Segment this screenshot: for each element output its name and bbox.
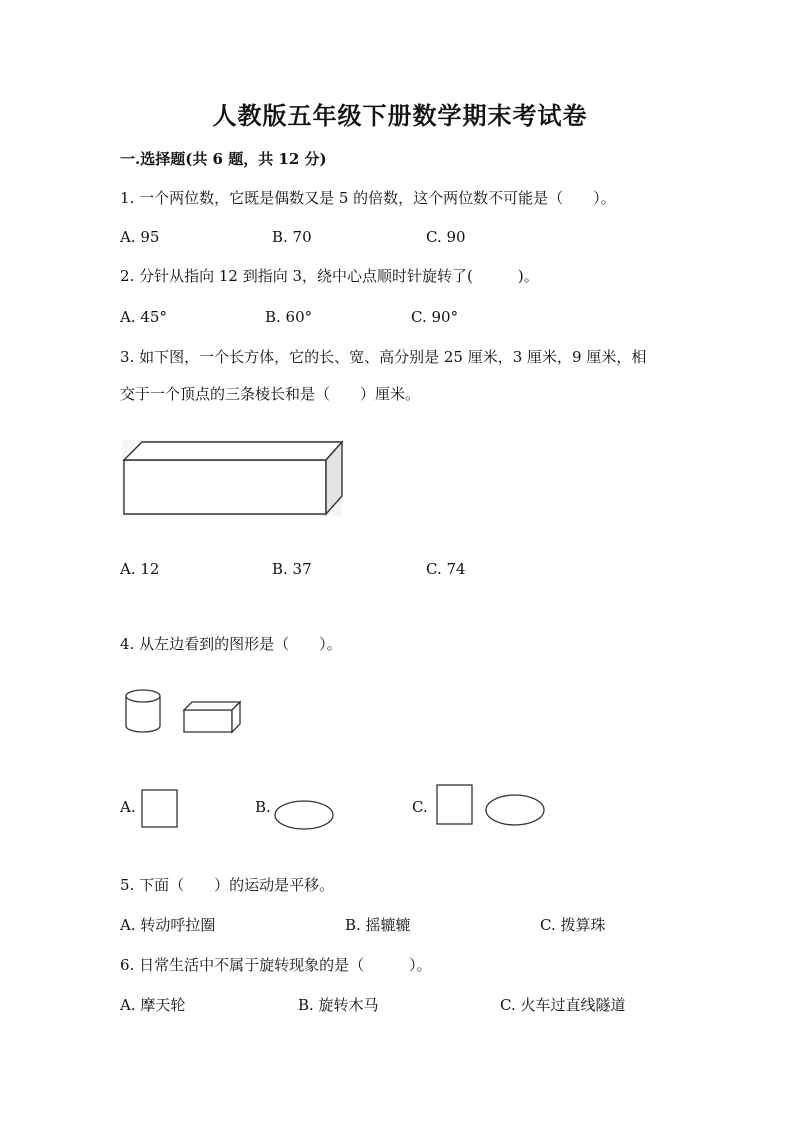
question-5-option-b: B. 摇辘辘 bbox=[345, 916, 411, 934]
question-6-option-c: C. 火车过直线隧道 bbox=[500, 996, 626, 1014]
question-3-option-a: A. 12 bbox=[120, 560, 160, 578]
question-4-option-a: A. bbox=[120, 798, 136, 816]
question-1-stem: 1. 一个两位数，它既是偶数又是 5 的倍数，这个两位数不可能是（ ）。 bbox=[120, 189, 616, 207]
question-2-option-a: A. 45° bbox=[120, 308, 167, 326]
question-6-stem: 6. 日常生活中不属于旋转现象的是（ ）。 bbox=[120, 956, 432, 974]
question-2-stem: 2. 分针从指向 12 到指向 3，绕中心点顺时针旋转了( )。 bbox=[120, 267, 539, 285]
cuboid-figure bbox=[120, 438, 346, 518]
question-5-option-c: C. 拨算珠 bbox=[540, 916, 606, 934]
question-4-option-b: B. bbox=[255, 798, 271, 816]
question-5-stem: 5. 下面（ ）的运动是平移。 bbox=[120, 876, 335, 894]
question-6-option-b: B. 旋转木马 bbox=[298, 996, 379, 1014]
question-5-option-a: A. 转动呼拉圈 bbox=[120, 916, 216, 934]
question-4-stem: 4. 从左边看到的图形是（ ）。 bbox=[120, 635, 342, 653]
page-title: 人教版五年级下册数学期末考试卷 bbox=[212, 101, 588, 130]
question-3-stem-line-1: 3. 如下图，一个长方体，它的长、宽、高分别是 25 厘米，3 厘米，9 厘米，相 bbox=[120, 348, 647, 366]
ellipse-icon bbox=[273, 798, 335, 832]
question-4-option-c: C. bbox=[412, 798, 428, 816]
question-3-option-b: B. 37 bbox=[272, 560, 312, 578]
cylinder-figure bbox=[124, 688, 164, 734]
question-3-option-c: C. 74 bbox=[426, 560, 466, 578]
question-2-option-b: B. 60° bbox=[265, 308, 313, 326]
question-2-option-c: C. 90° bbox=[411, 308, 459, 326]
square-icon bbox=[141, 789, 179, 829]
ellipse-icon bbox=[484, 792, 546, 828]
question-1-option-b: B. 70 bbox=[272, 228, 312, 246]
question-3-stem-line-2: 交于一个顶点的三条棱长和是（ ）厘米。 bbox=[120, 385, 421, 403]
question-1-option-c: C. 90 bbox=[426, 228, 466, 246]
square-icon bbox=[436, 784, 474, 826]
question-1-option-a: A. 95 bbox=[120, 228, 160, 246]
question-6-option-a: A. 摩天轮 bbox=[120, 996, 186, 1014]
small-cuboid-figure bbox=[182, 700, 244, 734]
section-title: 一.选择题(共 6 题，共 12 分) bbox=[120, 150, 327, 168]
